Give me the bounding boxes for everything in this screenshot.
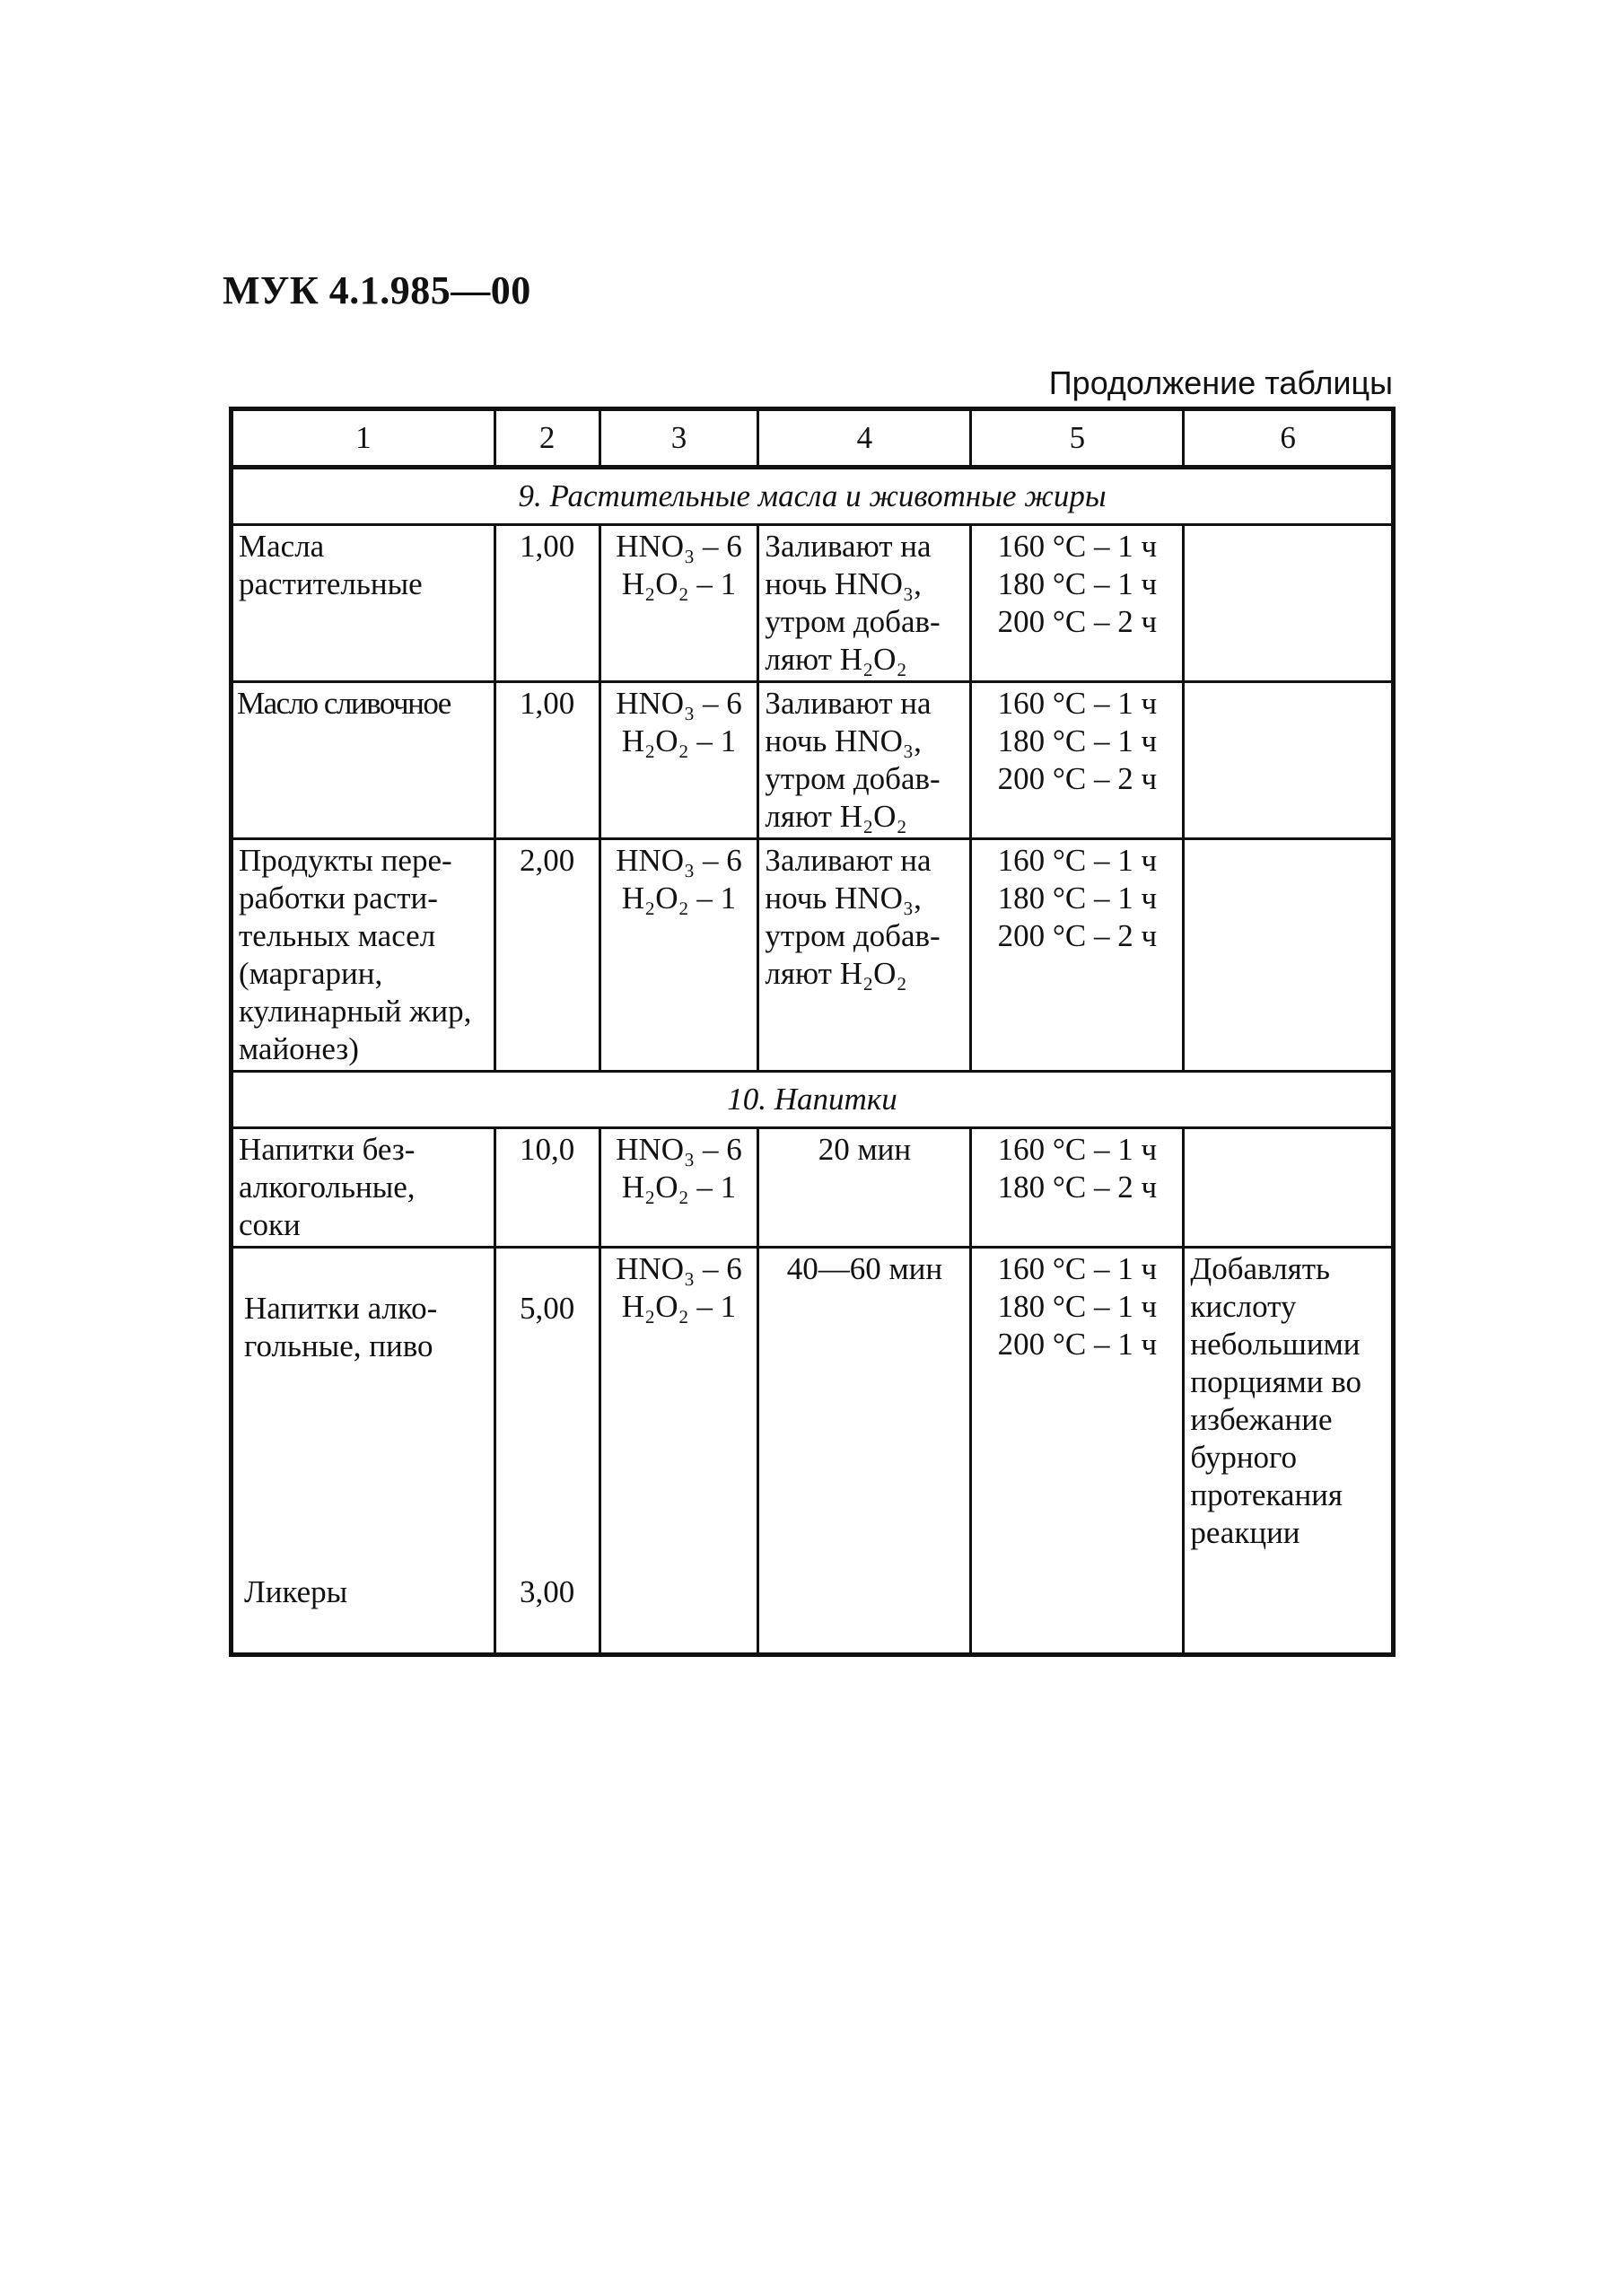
column-header: 1: [232, 409, 495, 468]
data-table: [229, 407, 1396, 1657]
preparation-cell: Заливают на ночь HNO₃, утром добав- ляют H₂O₂: [758, 839, 971, 1072]
table-row: [232, 682, 1394, 839]
preparation-cell: Заливают на ночь HNO₃, утром добав- ляют H₂O₂: [758, 682, 971, 839]
note-cell: [1184, 839, 1394, 1072]
section-title: 9. Растительные масла и животные жиры: [232, 468, 1394, 525]
section-row: [232, 468, 1394, 525]
column-header: 3: [599, 409, 758, 468]
mass-cell: 2,00: [494, 839, 599, 1072]
product-cell: Продукты пере- работки расти- тельных масел (маргарин, кулинарный жир, майонез): [232, 839, 495, 1072]
mass-value: 5,00: [519, 1291, 575, 1326]
mass-cell: [494, 1248, 599, 1655]
note-cell: [1184, 1128, 1394, 1248]
temperature-cell: 160 °С – 1 ч 180 °С – 1 ч 200 °С – 2 ч: [971, 839, 1184, 1072]
product-cell: [232, 1248, 495, 1655]
table-row: [232, 839, 1394, 1072]
temperature-cell: 160 °С – 1 ч 180 °С – 1 ч 200 °С – 2 ч: [971, 525, 1184, 682]
column-header: 4: [758, 409, 971, 468]
mass-cell: 1,00: [494, 682, 599, 839]
column-header: 5: [971, 409, 1184, 468]
column-number-row: [232, 409, 1394, 468]
preparation-cell: 20 мин: [758, 1128, 971, 1248]
mass-value-extra: 3,00: [519, 1574, 575, 1609]
preparation-cell: 40—60 мин: [758, 1248, 971, 1655]
product-cell: Напитки без- алкогольные, соки: [232, 1128, 495, 1248]
table-row: [232, 1248, 1394, 1655]
section-title: 10. Напитки: [232, 1072, 1394, 1128]
reagents-cell: HNO₃ – 6 H₂O₂ – 1: [599, 682, 758, 839]
reagents-cell: HNO₃ – 6 H₂O₂ – 1: [599, 1248, 758, 1655]
reagents-cell: HNO₃ – 6 H₂O₂ – 1: [599, 525, 758, 682]
reagents-cell: HNO₃ – 6 H₂O₂ – 1: [599, 839, 758, 1072]
table-continuation-caption: Продолжение таблицы: [1048, 364, 1393, 401]
table-row: [232, 525, 1394, 682]
column-header: 2: [494, 409, 599, 468]
mass-cell: 1,00: [494, 525, 599, 682]
product-name-extra: Ликеры: [244, 1574, 348, 1609]
note-cell: [1184, 682, 1394, 839]
table-row: [232, 1128, 1394, 1248]
note-cell: Добавлять кислоту небольшими порциями во избежание бурного протекания реакции: [1184, 1248, 1394, 1655]
document-code: МУК 4.1.985—00: [223, 268, 531, 312]
preparation-cell: Заливают на ночь HNO₃, утром добав- ляют H₂O₂: [758, 525, 971, 682]
temperature-cell: 160 °С – 1 ч 180 °С – 1 ч 200 °С – 1 ч: [971, 1248, 1184, 1655]
reagents-cell: HNO₃ – 6 H₂O₂ – 1: [599, 1128, 758, 1248]
temperature-cell: 160 °С – 1 ч 180 °С – 1 ч 200 °С – 2 ч: [971, 682, 1184, 839]
product-cell: Масло сливочное: [232, 682, 495, 839]
product-cell: Масла растительные: [232, 525, 495, 682]
product-name: Напитки алко- гольные, пиво: [244, 1291, 438, 1363]
note-cell: [1184, 525, 1394, 682]
column-header: 6: [1184, 409, 1394, 468]
temperature-cell: 160 °С – 1 ч 180 °С – 2 ч: [971, 1128, 1184, 1248]
section-row: [232, 1072, 1394, 1128]
mass-cell: 10,0: [494, 1128, 599, 1248]
